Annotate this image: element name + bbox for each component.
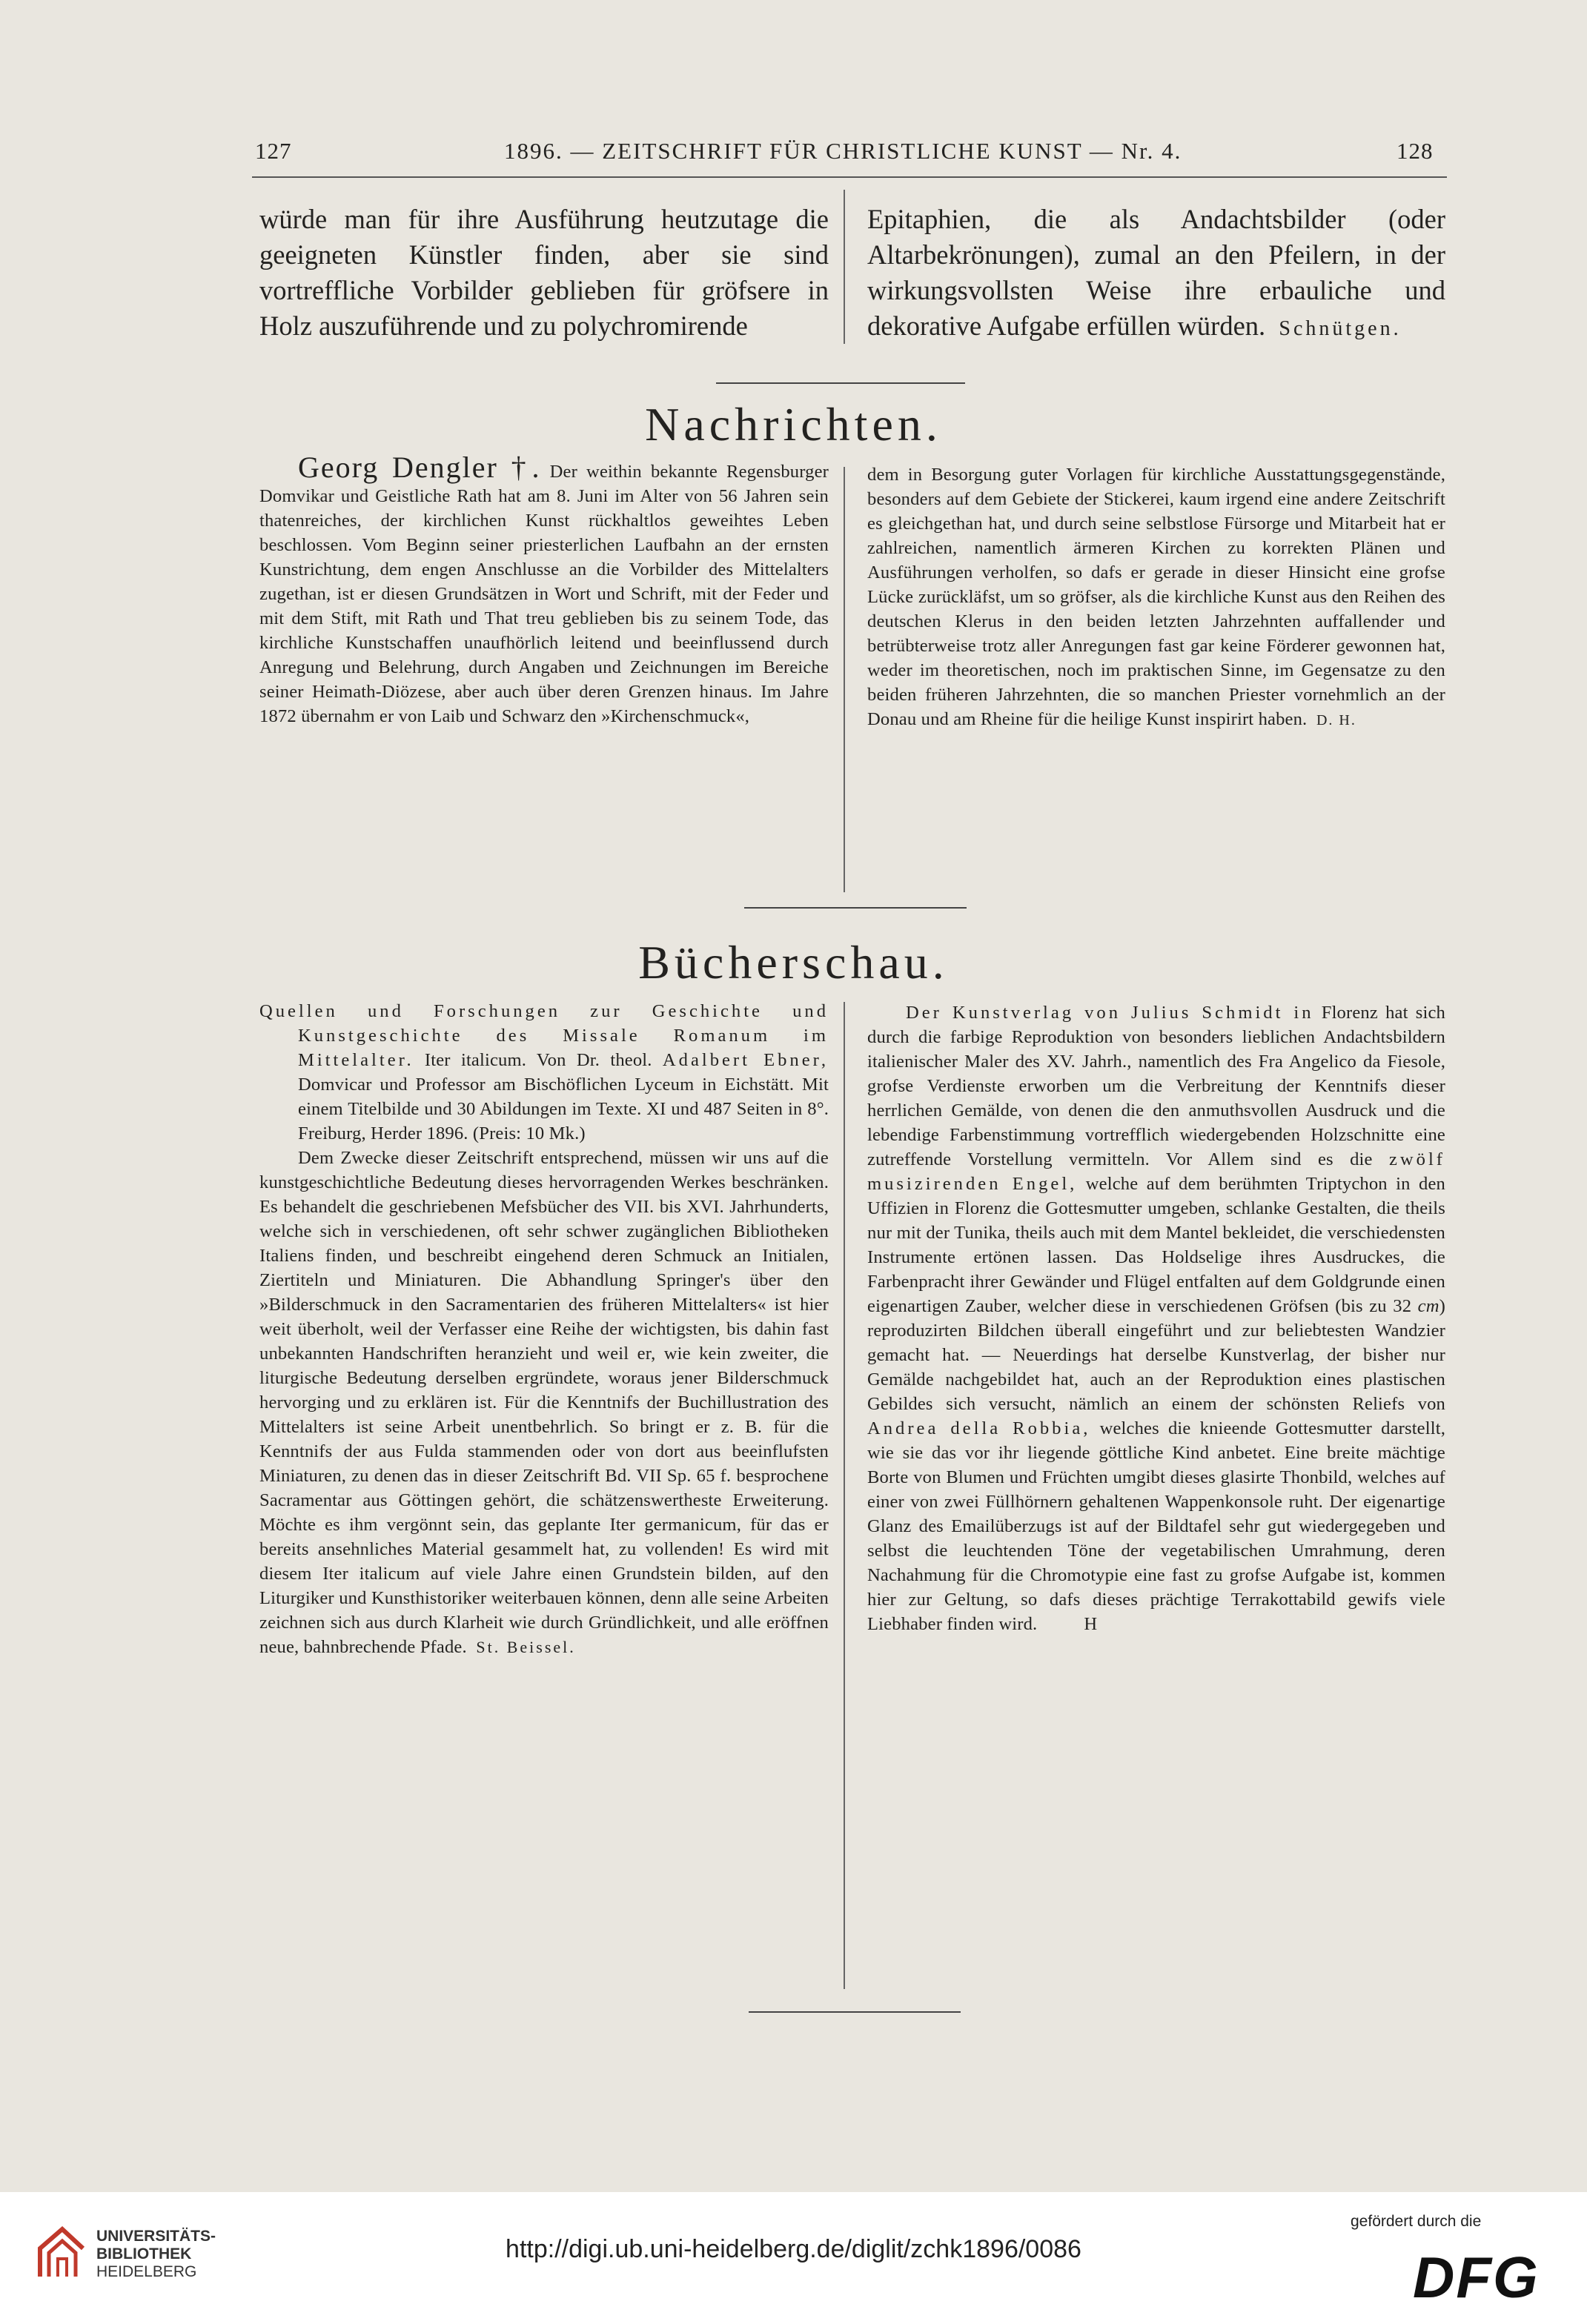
- running-header-title: 1896. — ZEITSCHRIFT FÜR CHRISTLICHE KUNST — Nr. 4.: [504, 138, 1182, 164]
- dfg-logo: DFG: [1413, 2245, 1540, 2310]
- section-divider-1: [716, 382, 965, 384]
- right-review-part-c: ) reproduzirten Bildchen überall eingeführt und zur beliebtesten Wandzier gemacht hat. — Neuerdings hat derselbe Kunstverlag, der bisher nur Gemälde nachgebildet hat, auch an der Reproduktion eines plastischen Gebildes sich versucht, nämlich an einem der schönsten Reliefs von: [867, 1296, 1445, 1414]
- book-title: Quellen und Forschungen zur Geschichte und Kunstgeschichte des Missale Romanum im Mittelalter.: [259, 1001, 829, 1070]
- unit-cm: cm: [1417, 1296, 1439, 1316]
- top-right-body: Epitaphien, die als Andachtsbilder (oder Altarbekrönungen), zumal an den Pfeilern, in der wirkungsvollsten Weise ihre erbauliche und dekorative Aufgabe erfüllen würden.: [867, 204, 1445, 341]
- obituary-signature: D. H.: [1316, 712, 1356, 728]
- nachrichten-left-column: [259, 451, 829, 728]
- right-review-part-d: welches die knieende Gottesmutter darstellt, wie sie das vor ihr liegende göttliche Kind anbetet. Eine breite mächtige Borte von Blumen und Früchten umgibt dieses glasirte Thonbild, welches auf einer von zwei Füllhörnern gehaltenen Wappenkonsole ruht. Der eigenartige Glanz des Emailüberzugs ist auf der Bildtafel sehr gut wiedergegeben und selbst die leuchtenden Töne der vegetabilischen Umrahmung, deren Nachahmung für die Chromotypie eine fast zu grofse Aufgabe ist, kommen hier zur Geltung, so dafs dieses prächtige Terrakottabild gewifs viele Liebhaber finden wird.: [867, 1418, 1445, 1634]
- funded-by-label: gefördert durch die: [1351, 2213, 1482, 2230]
- obituary-left-text: Der weithin bekannte Regensburger Domvikar und Geistliche Rath hat am 8. Juni im Alter von 56 Jahren sein thatenreiches, der kirchlichen Kunst rückhaltlos geweihtes Leben beschlossen. Vom Beginn seiner priesterlichen Laufbahn an der ernsten Kunstrichtung, dem engen Anschlusse an die Vorbilder des Mittelalters zugethan, ist er diesen Grundsätzen in Wort und Schrift, mit der Feder und mit dem Stift, mit Rath und That treu geblieben bis zu seinem Tode, das kirchliche Kunstschaffen unaufhörlich leitend und beeinflussend durch Anregung und Belehrung, durch Angaben und Zeichnungen im Bereiche seiner Heimath-Diözese, aber auch über deren Grenzen hinaus. Im Jahre 1872 übernahm er von Laib und Schwarz den »Kirchenschmuck«,: [259, 462, 829, 726]
- column-divider-buecherschau: [844, 1002, 845, 1989]
- library-name-line2: BIBLIOTHEK: [96, 2245, 192, 2262]
- section-divider-3: [749, 2011, 961, 2013]
- section-divider-2: [744, 907, 967, 909]
- page-number-right: 128: [1397, 138, 1434, 164]
- obituary-name: Georg Dengler †.: [298, 451, 541, 484]
- library-name-line3: HEIDELBERG: [96, 2263, 197, 2280]
- buecherschau-left-column: [259, 999, 829, 1659]
- obituary-right-text: dem in Besorgung guter Vorlagen für kirchliche Ausstattungsgegenstände, besonders auf dem Gebiete der Stickerei, kaum irgend eine andere Zeitschrift es gleichgethan hat, und durch seine selbstlose Fürsorge und Mitarbeit hat er zahlreichen, namentlich ärmeren Kirchen zu korrekten Plänen und Ausführungen verholfen, so dafs er gerade in dieser Hinsicht eine grofse Lücke zurückläfst, um so gröfser, als die kirchliche Kunst aus den Reihen des deutschen Klerus in den beiden letzten Jahrzehnten auffallender und betrübterweise trotz aller Anregungen fast gar keine Förderer gewonnen hat, weder im theoretischen, noch im praktischen Sinne, im Gegensatze zu den beiden früheren Jahrzehnten, die so manchen Priester vornehmlich an der Donau und am Rheine für die heilige Kunst inspirirt haben.: [867, 465, 1445, 729]
- right-review-signature: H: [1084, 1614, 1098, 1634]
- buecherschau-right-column: [867, 1000, 1445, 1636]
- left-review-signature: St. Beissel.: [476, 1638, 576, 1656]
- permalink-url[interactable]: http://digi.ub.uni-heidelberg.de/diglit/zchk1896/0086: [506, 2235, 1081, 2263]
- left-review-text: Dem Zwecke dieser Zeitschrift entsprechend, müssen wir uns auf die kunstgeschichtliche Bedeutung dieses hervorragenden Werkes beschränken. Es behandelt die geschriebenen Mefsbücher des VII. bis XVI. Jahrhunderts, welche sich in verschiedenen, oft sehr schwer zugänglichen Bibliotheken Italiens finden, und beschreibt eingehend deren Schmuck an Initialen, Ziertiteln und Miniaturen. Die Abhandlung Springer's über den »Bilderschmuck in den Sacramentarien des früheren Mittelalters« ist hier weit überholt, weil der Verfasser eine Reihe der wichtigsten, bis dahin fast unbekannten Handschriften heranzieht und weil er, wie kein zweiter, die liturgische Bedeutung derselben ergründete, woraus jener Bilderschmuck hervorging und zu erklären ist. Für die Kenntnifs der Buchillustration des Mittelalters ist seine Arbeit unentbehrlich. So bringt er z. B. für die Kenntnifs der aus Fulda stammenden oder von dort aus beeinflufsten Miniaturen, zu denen das in dieser Zeitschrift Bd. VII Sp. 65 f. besprochene Sacramentar aus Göttingen gehört, die schätzenswertheste Erweiterung. Möchte es ihm vergönnt sein, das geplante Iter germanicum, für das er bereits ansehnliches Material gesammelt hat, zu vollenden! Es wird mit diesem Iter italicum auf viele Jahre einen Grundstein bilden, auf den Liturgiker und Kunsthistoriker weiterbauen können, denn alle seine Arbeiten zeichnen sich aus durch Klarheit wie durch Gründlichkeit, und alle eröffnen neue, bahnbrechende Pfade.: [259, 1148, 829, 1657]
- column-divider-nachrichten: [844, 467, 845, 892]
- top-right-text: [867, 202, 1445, 347]
- book-details-2: Domvicar und Professor am Bischöflichen Lyceum in Eichstätt. Mit einem Titelbilde und 30 Abildungen im Texte. XI und 487 Seiten in 8°. Freiburg, Herder 1896. (Preis: 10 Mk.): [298, 1075, 829, 1143]
- header-rule: [252, 176, 1447, 178]
- library-name-line1: UNIVERSITÄTS-: [96, 2228, 216, 2245]
- column-divider-top: [844, 190, 845, 344]
- nachrichten-right-column: [867, 462, 1445, 733]
- robbia-highlight: Andrea della Robbia,: [867, 1418, 1091, 1438]
- right-review-intro: Der Kunstverlag von Julius Schmidt in: [906, 1003, 1314, 1023]
- right-review-part-a: Florenz hat sich durch die farbige Reproduktion von besonders lieblichen Andachtsbildern italienischer Maler des XV. Jahrh., namentlich des Fra Angelico da Fiesole, grofse Verdienste erworben um die Verbreitung der Kenntnifs dieser herrlichen Gemälde, von denen die den anmuthsvollen Ausdruck und die lebendige Farbenstimmung vortrefflich wiedergebenden Holzschnitte eine zutreffende Vorstellung vermitteln. Vor Allem sind es die: [867, 1003, 1445, 1169]
- top-left-text: würde man für ihre Ausführung heutzutage die geeigneten Künstler finden, aber sie sind vortreffliche Vorbilder geblieben für gröfsere in Holz auszuführende und zu polychromirende: [259, 204, 829, 341]
- section-title-buecherschau: Bücherschau.: [638, 936, 949, 989]
- angels-highlight: zwölf musizirenden Engel,: [867, 1149, 1445, 1194]
- book-details-1: Iter italicum. Von Dr. theol.: [424, 1050, 652, 1070]
- right-review-part-b: welche auf dem berühmten Triptychon in den Uffizien in Florenz die Gottesmutter umgeben, schlanke Gestalten, die theils nur mit der Tunika, theils auch mit dem Mantel bekleidet, die verschiedensten Instrumente ertönen lassen. Das Holdselige ihres Ausdruckes, die Farbenpracht ihrer Gewänder und Flügel entfalten auf dem Goldgrunde einen eigenartigen Zauber, welcher diese in verschiedenen Gröfsen (bis zu 32: [867, 1174, 1445, 1316]
- book-author: Adalbert Ebner,: [662, 1050, 829, 1070]
- top-signature: Schnütgen.: [1279, 317, 1402, 340]
- section-title-nachrichten: Nachrichten.: [645, 398, 942, 451]
- page-number-left: 127: [255, 138, 292, 164]
